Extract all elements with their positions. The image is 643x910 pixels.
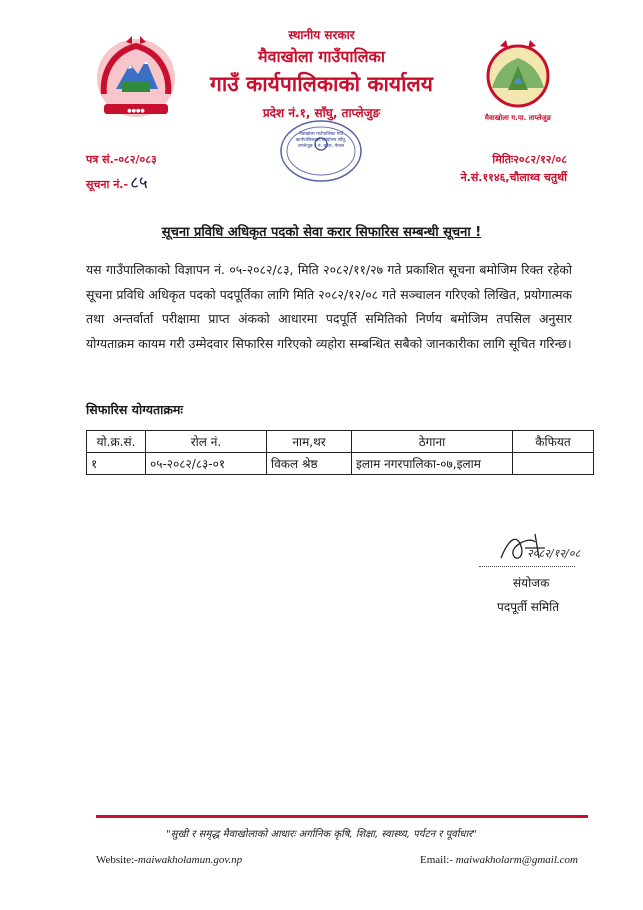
table-header-row [87, 431, 594, 453]
logo-caption: मैवाखोला ग.पा. ताप्लेजुङ [484, 114, 552, 122]
cell-serial: १ [87, 453, 146, 475]
notice-title: सूचना प्रविधि अधिकृत पदको सेवा करार सिफारिस सम्बन्धी सूचना ! [161, 225, 482, 240]
email-label: Email:- [419, 854, 456, 866]
cell-roll-no: ०५-२०८२/८३-०१ [146, 453, 267, 475]
notice-number-label: सूचना नं.- [86, 178, 129, 191]
notice-number-handwritten: ८५ [130, 173, 148, 193]
footer-email [420, 854, 578, 866]
cell-remarks [513, 453, 594, 475]
recommendation-table [86, 430, 594, 475]
website-label: Website:- [96, 854, 138, 866]
table-row [87, 453, 594, 475]
official-stamp [278, 118, 364, 184]
table-subtitle: सिफारिस योग्यताक्रमः [86, 402, 183, 417]
nepal-sambat-date: ने.सं.११४६,चौलाथ्व चतुर्थी [460, 171, 567, 184]
signature-line [479, 566, 575, 567]
svg-text:●●●●: ●●●● [127, 108, 145, 114]
footer-divider [96, 815, 588, 818]
cell-address: इलाम नगरपालिका-०७,इलाम [352, 453, 513, 475]
signature-date: २०८२/१२/०८ [527, 547, 581, 560]
signatory-role: संयोजक [513, 576, 550, 590]
footer-motto: "सुखी र समृद्ध मैवाखोलाको आधारः अर्गानिक कृषि, शिक्षा, स्वास्थ्य, पर्यटन र पूर्वाधार" [166, 829, 477, 840]
signatory-committee: पदपूर्ती समिति [497, 600, 560, 614]
footer-website [96, 854, 242, 866]
col-address: ठेगाना [352, 431, 513, 453]
notice-number-row [86, 170, 148, 193]
office-address: प्रदेश नं.१, साँघु, ताप्लेजुङ [262, 106, 381, 120]
notice-body: यस गाउँपालिकाको विज्ञापन नं. ०५-२०८२/८३, मिति २०८२/११/२७ गते प्रकाशित सूचना बमोजिम रिक्त रहेको सूचना प्रविधि अधिकृत पदको पदपूर्तिका लागि मिति २०८२/१२/०८ गते सञ्चालन गरिएको लिखित, प्रयोगात्मक तथा अन्तर्वार्ता परीक्षामा प्राप्त अंकको आधारमा पदपूर्ति समितिको निर्णय बमोजिम तपसिल अनुसार योग्यताक्रम कायम गरी उम्मेदवार सिफारिस गरिएको व्यहोरा सम्बन्धित सबैको जानकारीका लागि सूचित गरिन्छ। [86, 262, 572, 351]
col-roll-no: रोल नं. [146, 431, 267, 453]
office-name: गाउँ कार्यपालिकाको कार्यालय [210, 72, 433, 96]
col-remarks: कैफियत [513, 431, 594, 453]
col-serial: यो.क्र.सं. [87, 431, 146, 453]
rural-municipality-name: मैवाखोला गाउँपालिका [258, 47, 385, 66]
col-name: नाम,थर [267, 431, 352, 453]
local-govt-label: स्थानीय सरकार [288, 28, 355, 42]
notice-date: मितिः२०८२/१२/०८ [492, 153, 567, 166]
email-link[interactable]: maiwakholarm@gmail.com [455, 854, 578, 866]
cell-name: विकल श्रेष्ठ [267, 453, 352, 475]
letter-reference-number: पत्र सं.-०८२/०८३ [86, 153, 157, 166]
website-link[interactable]: maiwakholamun.gov.np [137, 854, 243, 866]
stamp-text: मैवाखोला गाउँपालिका गाउँ कार्यपालिकाको कार्यालय साँघु, ताप्लेजुङ १ नं. प्रदेश, नेपाल [295, 132, 347, 149]
